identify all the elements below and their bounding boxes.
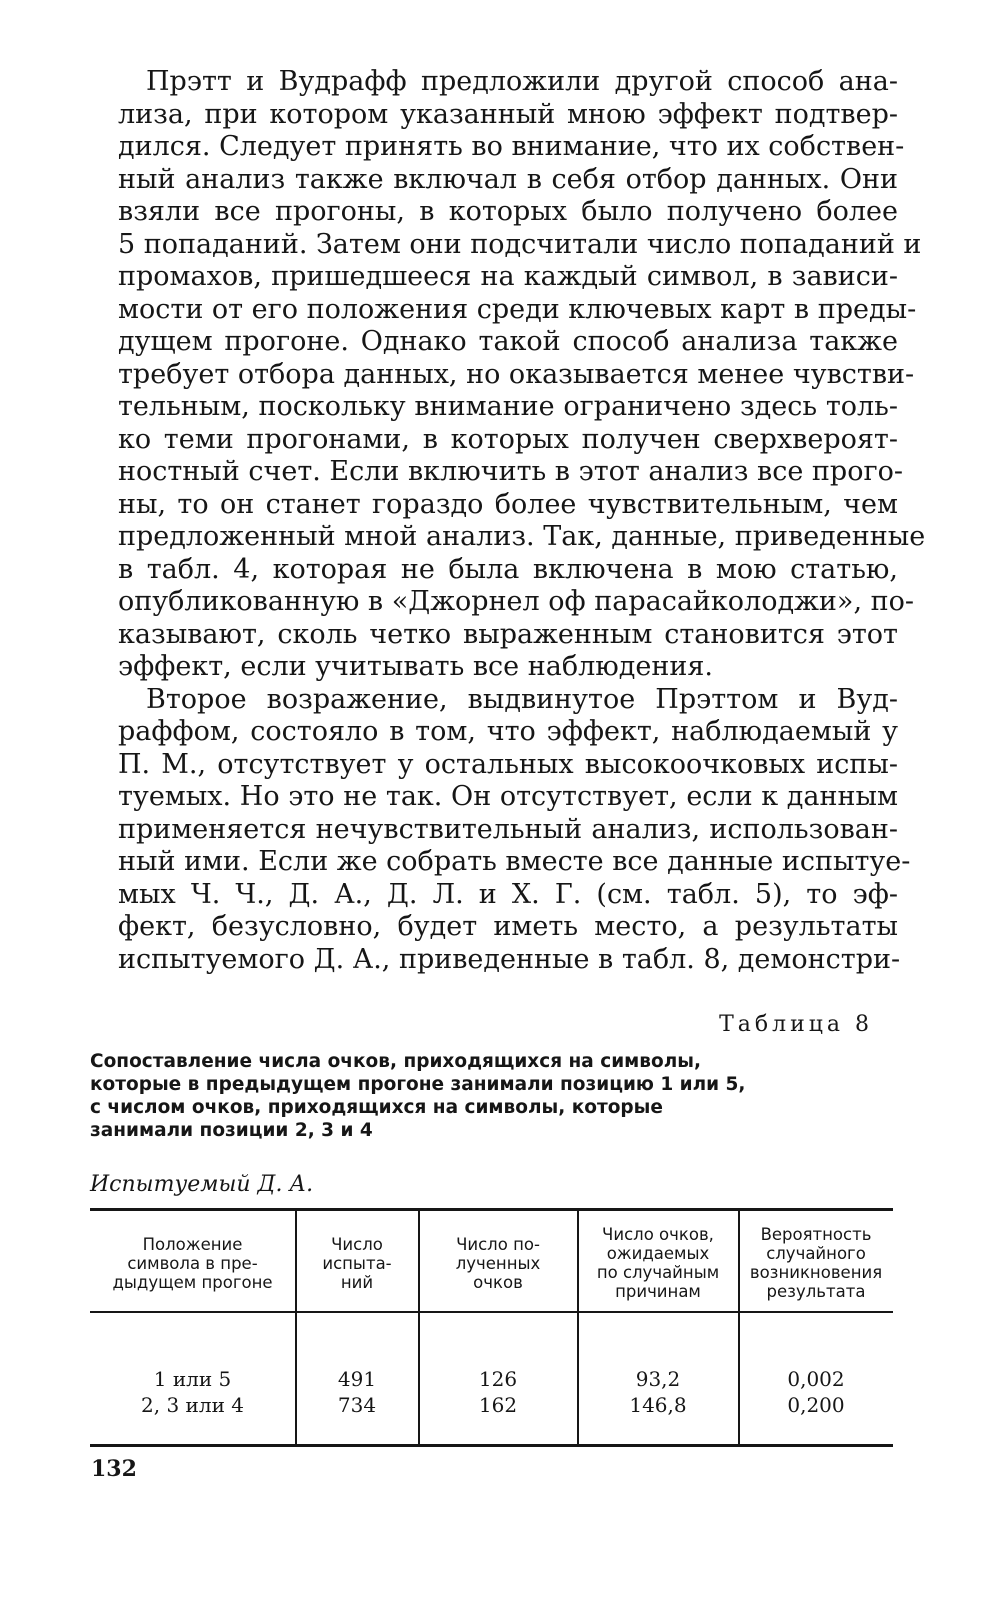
header-text: Число по- bbox=[456, 1234, 540, 1254]
table-top-rule bbox=[90, 1208, 893, 1211]
header-text: Число bbox=[331, 1234, 383, 1254]
table-cell: 1 или 5 bbox=[153, 1367, 232, 1391]
table-cell: 146,8 bbox=[629, 1393, 687, 1417]
text-line: применяется нечувствительный анализ, использован- bbox=[118, 813, 898, 845]
text-line: Второе возражение, выдвинутое Прэттом и Вуд- bbox=[146, 683, 898, 715]
header-expected bbox=[578, 1218, 738, 1308]
text-line: мости от его положения среди ключевых карт в преды- bbox=[118, 293, 917, 325]
header-text: очков bbox=[473, 1272, 523, 1292]
header-text: дыдущем прогоне bbox=[112, 1272, 273, 1292]
data-table bbox=[90, 1208, 893, 1448]
text-line: тельным, поскольку внимание ограничено здесь толь- bbox=[118, 391, 898, 422]
text-line: 5 попаданий. Затем они подсчитали число попаданий и bbox=[118, 228, 922, 260]
text-line: испытуемого Д. А., приведенные в табл. 8, демонстри- bbox=[118, 943, 901, 975]
text-line: ны, то он станет гораздо более чувствительным, чем bbox=[118, 488, 898, 520]
text-line: в табл. 4, которая не была включена в мою статью, bbox=[118, 553, 898, 585]
header-text: по случайным bbox=[596, 1263, 720, 1282]
header-text: случайного bbox=[766, 1244, 866, 1263]
text-line: ный ими. Если же собрать вместе все данные испытуе- bbox=[118, 846, 911, 877]
text-line: ко теми прогонами, в которых получен сверхвероят- bbox=[118, 423, 898, 455]
text-line: ностный счет. Если включить в этот анализ все прого- bbox=[118, 456, 903, 487]
table-cell: 93,2 bbox=[635, 1367, 681, 1391]
table-title-line: которые в предыдущем прогоне занимали позицию 1 или 5, bbox=[90, 1074, 746, 1095]
header-probability bbox=[739, 1218, 893, 1308]
header-trials bbox=[296, 1218, 418, 1308]
text-line: фект, безусловно, будет иметь место, а результаты bbox=[118, 911, 898, 942]
table-cell: 734 bbox=[337, 1393, 377, 1417]
table-cell: 2, 3 или 4 bbox=[141, 1393, 244, 1417]
header-text: Вероятность bbox=[760, 1225, 872, 1244]
table-title-line: занимали позиции 2, 3 и 4 bbox=[90, 1120, 373, 1141]
table-bottom-rule bbox=[90, 1444, 893, 1447]
header-text: Число очков, bbox=[602, 1225, 714, 1244]
header-text: ожидаемых bbox=[606, 1244, 710, 1263]
text-line: мых Ч. Ч., Д. А., Д. Л. и Х. Г. (см. табл. 5), то эф- bbox=[118, 878, 898, 910]
subject-label: Испытуемый Д. А. bbox=[90, 1172, 314, 1197]
header-text: причинам bbox=[615, 1282, 701, 1301]
table-cell: 0,200 bbox=[787, 1393, 845, 1417]
text-line: взяли все прогоны, в которых было получено более bbox=[118, 196, 898, 227]
table-title bbox=[90, 1050, 910, 1142]
page-number: 132 bbox=[91, 1456, 137, 1482]
text-line: дился. Следует принять во внимание, что их собствен- bbox=[118, 131, 905, 162]
header-text: испыта- bbox=[322, 1253, 392, 1273]
header-hits bbox=[419, 1218, 577, 1308]
text-line: предложенный мной анализ. Так, данные, приведенные bbox=[118, 521, 926, 552]
text-line: требует отбора данных, но оказывается менее чувстви- bbox=[118, 358, 915, 390]
table-header-rule bbox=[90, 1311, 893, 1313]
header-text: результата bbox=[766, 1282, 866, 1301]
table-title-line: с числом очков, приходящихся на символы, которые bbox=[90, 1097, 663, 1118]
text-line: эффект, если учитывать все наблюдения. bbox=[118, 651, 713, 682]
text-line: казывают, сколь четко выраженным становится этот bbox=[118, 618, 898, 650]
text-line: раффом, состояло в том, что эффект, наблюдаемый у bbox=[118, 716, 898, 747]
header-text: лученных bbox=[455, 1253, 541, 1273]
table-cell: 0,002 bbox=[787, 1367, 845, 1391]
table-cell: 126 bbox=[478, 1367, 518, 1391]
table-caption: Таблица 8 bbox=[719, 1012, 873, 1037]
text-line: дущем прогоне. Однако такой способ анализа также bbox=[118, 326, 898, 357]
text-line: промахов, пришедшееся на каждый символ, в зависи- bbox=[118, 261, 898, 292]
header-text: символа в пре- bbox=[127, 1253, 258, 1273]
header-text: возникновения bbox=[749, 1263, 883, 1282]
table-cell: 162 bbox=[478, 1393, 518, 1417]
header-position bbox=[90, 1218, 295, 1308]
text-line: опубликованную в «Джорнел оф парасайколоджи», по- bbox=[118, 586, 914, 617]
text-line: туемых. Но это не так. Он отсутствует, если к данным bbox=[118, 781, 898, 812]
header-text: Положение bbox=[142, 1234, 243, 1254]
text-line: лиза, при котором указанный мною эффект подтвер- bbox=[118, 98, 898, 130]
header-text: ний bbox=[340, 1272, 374, 1292]
table-title-line: Сопоставление числа очков, приходящихся на символы, bbox=[90, 1051, 702, 1072]
text-line: ный анализ также включал в себя отбор данных. Они bbox=[118, 163, 898, 195]
text-line: П. М., отсутствует у остальных высокоочковых испы- bbox=[118, 748, 898, 780]
table-cell: 491 bbox=[337, 1367, 377, 1391]
text-line: Прэтт и Вудрафф предложили другой способ ана- bbox=[146, 66, 898, 97]
body-text bbox=[118, 66, 926, 976]
